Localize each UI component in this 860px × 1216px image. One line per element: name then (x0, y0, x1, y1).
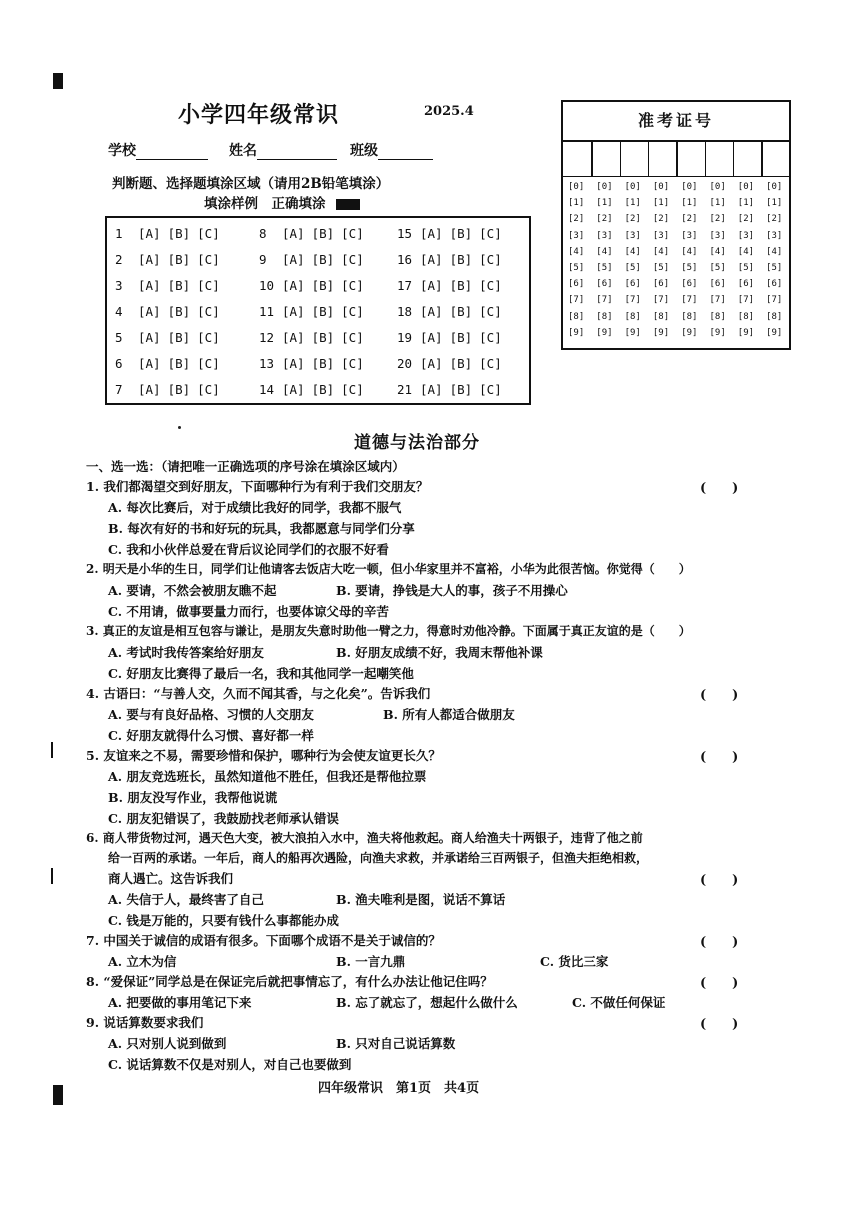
question-3: 3. 真正的友谊是相互包容与谦让，是朋友失意时助他一臂之力，得意时劝他冷静。下面属于真正友谊的是（ ） (86, 624, 691, 638)
question-9: 9. 说话算数要求我们 (86, 1015, 204, 1030)
answer-item-11 (259, 304, 399, 319)
q2-option-b: B. 要请，挣钱是大人的事，孩子不用操心 (336, 583, 568, 598)
exam-id-bubble[interactable]: [3] (737, 230, 755, 241)
answer-item-18 (397, 304, 537, 319)
answer-bubble-20-a[interactable]: [A] (420, 356, 443, 371)
answer-bubble-12-c[interactable]: [C] (341, 330, 364, 345)
answer-bubble-5-b[interactable]: [B] (167, 330, 191, 345)
q3-option-b: B. 好朋友成绩不好，我周末帮他补课 (336, 645, 543, 660)
answer-item-12 (259, 330, 399, 345)
exam-id-bubble[interactable]: [2] (737, 214, 755, 225)
exam-id-bubble[interactable]: [1] (596, 198, 613, 209)
fill-sample-label: 填涂样例 正确填涂 (204, 196, 326, 212)
exam-id-bubble[interactable]: [1] (624, 198, 641, 209)
answer-paren[interactable]: ( ) (700, 976, 739, 991)
answer-bubble-11-c[interactable]: [C] (341, 304, 364, 319)
registration-mark-top (53, 73, 63, 89)
answer-bubble-10-b[interactable]: [B] (311, 278, 335, 293)
answer-number: 14 (259, 382, 275, 397)
q6-option-c: C. 钱是万能的，只要有钱什么事都能办成 (108, 913, 339, 928)
answer-bubble-1-a[interactable]: [A] (138, 226, 161, 241)
answer-item-10 (259, 278, 399, 293)
exam-id-bubble[interactable]: [5] (568, 263, 585, 273)
answer-number: 4 (115, 304, 123, 319)
answer-number: 19 (397, 330, 413, 345)
exam-id-bubble[interactable]: [5] (624, 263, 641, 273)
name-field[interactable] (229, 140, 337, 160)
answer-item-3 (115, 278, 255, 293)
answer-bubble-11-b[interactable]: [B] (311, 304, 335, 319)
q4-option-c: C. 好朋友就得什么习惯、喜好都一样 (108, 728, 314, 743)
q7-option-c: C. 货比三家 (540, 954, 609, 969)
answer-number: 13 (259, 356, 275, 371)
exam-id-bubble[interactable]: [7] (681, 295, 698, 306)
exam-id-bubble[interactable]: [0] (596, 182, 613, 192)
exam-id-divider (676, 142, 678, 176)
class-label: 班级 (350, 143, 378, 159)
answer-number: 12 (259, 330, 275, 345)
answer-bubble-17-a[interactable]: [A] (420, 278, 443, 293)
answer-bubble-12-a[interactable]: [A] (282, 330, 305, 345)
answer-bubble-2-b[interactable]: [B] (167, 252, 191, 267)
exam-id-bubble[interactable]: [9] (709, 327, 726, 338)
answer-number: 21 (397, 382, 413, 397)
exam-id-bubble[interactable]: [5] (681, 263, 698, 273)
exam-id-bubble[interactable]: [2] (681, 214, 698, 225)
answer-bubble-16-a[interactable]: [A] (420, 252, 443, 267)
exam-id-bubble[interactable]: [9] (568, 327, 585, 338)
answer-number: 20 (397, 356, 413, 371)
exam-id-bubble[interactable]: [5] (766, 263, 783, 273)
exam-id-bubble[interactable]: [6] (766, 279, 783, 290)
answer-bubble-3-c[interactable]: [C] (197, 278, 220, 293)
exam-id-bubble[interactable]: [6] (737, 279, 755, 290)
answer-number: 3 (115, 278, 123, 293)
answer-paren[interactable]: ( ) (700, 688, 739, 703)
answer-bubble-13-b[interactable]: [B] (311, 356, 335, 371)
exam-id-bubble[interactable]: [4] (766, 246, 783, 257)
exam-id-divider (648, 142, 650, 176)
section-title: 道德与法治部分 (354, 433, 480, 453)
name-label: 姓名 (229, 143, 257, 159)
answer-item-15 (397, 226, 537, 241)
answer-paren[interactable]: ( ) (700, 481, 739, 496)
answer-item-7 (115, 382, 255, 397)
answer-bubble-21-c[interactable]: [C] (479, 382, 502, 397)
answer-bubble-19-b[interactable]: [B] (449, 330, 473, 345)
answer-bubble-8-c[interactable]: [C] (341, 226, 364, 241)
exam-id-divider (761, 142, 763, 176)
exam-id-bubble[interactable]: [2] (624, 214, 641, 225)
answer-bubble-15-b[interactable]: [B] (449, 226, 473, 241)
school-field[interactable] (108, 140, 208, 160)
page-title: 小学四年级常识 (178, 102, 340, 128)
q3-option-a: A. 考试时我传答案给好朋友 (108, 645, 264, 660)
answer-bubble-13-a[interactable]: [A] (282, 356, 305, 371)
answer-bubble-5-c[interactable]: [C] (197, 330, 220, 345)
exam-id-bubble[interactable]: [8] (652, 311, 670, 322)
answer-bubble-16-b[interactable]: [B] (449, 252, 473, 267)
exam-id-bubble[interactable]: [3] (624, 230, 641, 241)
exam-id-write-row[interactable] (563, 142, 789, 177)
q4-option-b: B. 所有人都适合做朋友 (383, 707, 515, 722)
answer-bubble-6-c[interactable]: [C] (197, 356, 220, 371)
answer-paren[interactable]: ( ) (700, 1017, 739, 1032)
exam-id-bubble[interactable]: [9] (766, 327, 783, 338)
answer-bubble-2-c[interactable]: [C] (197, 252, 220, 267)
exam-id-divider (733, 142, 735, 176)
answer-bubble-17-c[interactable]: [C] (479, 278, 502, 293)
exam-id-divider (591, 142, 593, 176)
q8-option-c: C. 不做任何保证 (572, 995, 666, 1010)
exam-id-bubble[interactable]: [7] (709, 295, 726, 306)
question-1: 1. 我们都渴望交到好朋友，下面哪种行为有利于我们交朋友？ (86, 479, 429, 494)
q8-option-b: B. 忘了就忘了，想起什么做什么 (336, 995, 518, 1010)
exam-id-bubble[interactable]: [3] (568, 230, 585, 241)
exam-id-bubble[interactable]: [8] (624, 311, 641, 322)
exam-id-bubble[interactable]: [3] (596, 230, 613, 241)
exam-id-bubble[interactable]: [0] (766, 182, 783, 192)
exam-id-bubble[interactable]: [9] (596, 327, 613, 338)
exam-id-bubble[interactable]: [8] (709, 311, 726, 322)
answer-item-17 (397, 278, 537, 293)
answer-bubble-19-a[interactable]: [A] (420, 330, 443, 345)
answer-bubble-7-b[interactable]: [B] (167, 382, 191, 397)
exam-id-bubble[interactable]: [7] (737, 295, 755, 306)
answer-number: 6 (115, 356, 123, 371)
exam-id-bubble[interactable]: [4] (624, 246, 641, 257)
question-2: 2. 明天是小华的生日，同学们让他请客去饭店大吃一顿，但小华家里并不富裕，小华为此很苦恼。你觉得（ ） (86, 562, 691, 576)
exam-id-bubble[interactable]: [6] (568, 279, 585, 290)
answer-number: 1 (115, 226, 123, 241)
answer-bubble-9-c[interactable]: [C] (341, 252, 364, 267)
q9-option-c: C. 说话算数不仅是对别人，对自己也要做到 (108, 1057, 352, 1072)
q1-option-b: B. 每次有好的书和好玩的玩具，我都愿意与同学们分享 (108, 521, 415, 536)
exam-id-bubble[interactable]: [2] (652, 214, 670, 225)
answer-item-19 (397, 330, 537, 345)
answer-number: 10 (259, 278, 275, 293)
q2-option-c: C. 不用请，做事要量力而行，也要体谅父母的辛苦 (108, 604, 389, 619)
answer-bubble-8-a[interactable]: [A] (282, 226, 305, 241)
answer-bubble-3-b[interactable]: [B] (167, 278, 191, 293)
answer-bubble-3-a[interactable]: [A] (138, 278, 161, 293)
exam-id-bubble[interactable]: [0] (709, 182, 726, 192)
exam-id-bubble[interactable]: [7] (624, 295, 641, 306)
exam-id-bubble[interactable]: [4] (737, 246, 755, 257)
exam-id-bubble[interactable]: [6] (709, 279, 726, 290)
exam-id-bubble[interactable]: [3] (652, 230, 670, 241)
answer-item-8 (259, 226, 399, 241)
answer-bubble-15-a[interactable]: [A] (420, 226, 443, 241)
question-7: 7. 中国关于诚信的成语有很多。下面哪个成语不是关于诚信的？ (86, 933, 441, 948)
answer-bubble-20-b[interactable]: [B] (449, 356, 473, 371)
question-6-line-3: 商人遇亡。这告诉我们 (108, 871, 234, 886)
exam-id-bubble[interactable]: [0] (624, 182, 641, 192)
exam-id-bubble[interactable]: [1] (737, 198, 755, 209)
q9-option-a: A. 只对别人说到做到 (108, 1036, 227, 1051)
exam-id-bubble[interactable]: [3] (681, 230, 698, 241)
q1-option-c: C. 我和小伙伴总爱在背后议论同学们的衣服不好看 (108, 542, 389, 557)
question-6-line-1: 6. 商人带货物过河，遇天色大变，被大浪拍入水中，渔夫将他救起。商人给渔夫十两银子，违背了他之前 (86, 831, 643, 845)
exam-id-bubble[interactable]: [8] (681, 311, 698, 322)
exam-id-bubble[interactable]: [2] (709, 214, 726, 225)
page-footer: 四年级常识 第1页 共4页 (318, 1081, 480, 1096)
question-6-line-2: 给一百两的承诺。一年后，商人的船再次遇险，向渔夫求救，并承诺给三百两银子，但渔夫拒绝相救， (108, 851, 649, 865)
answer-paren[interactable]: ( ) (700, 873, 739, 888)
q7-option-a: A. 立木为信 (108, 954, 177, 969)
answer-bubble-5-a[interactable]: [A] (138, 330, 161, 345)
margin-tick (51, 742, 53, 758)
answer-bubble-6-a[interactable]: [A] (138, 356, 161, 371)
answer-bubble-6-b[interactable]: [B] (167, 356, 191, 371)
q7-option-b: B. 一言九鼎 (336, 954, 406, 969)
stray-dot (178, 426, 181, 429)
q6-option-b: B. 渔夫唯利是图，说话不算话 (336, 892, 506, 907)
answer-bubble-21-a[interactable]: [A] (420, 382, 443, 397)
exam-id-divider (705, 142, 707, 176)
margin-tick (51, 868, 53, 884)
answer-bubble-14-c[interactable]: [C] (341, 382, 364, 397)
question-4: 4. 古语曰：“与善人交，久而不闻其香，与之化矣”。告诉我们 (86, 686, 431, 701)
answer-number: 18 (397, 304, 413, 319)
exam-id-bubble[interactable]: [4] (652, 246, 670, 257)
answer-bubble-2-a[interactable]: [A] (138, 252, 161, 267)
q9-option-b: B. 只对自己说话算数 (336, 1036, 456, 1051)
answer-bubble-4-c[interactable]: [C] (197, 304, 220, 319)
q5-option-a: A. 朋友竞选班长，虽然知道他不胜任，但我还是帮他拉票 (108, 769, 427, 784)
exam-id-bubble[interactable]: [7] (596, 295, 613, 306)
answer-bubble-14-a[interactable]: [A] (282, 382, 305, 397)
answer-item-6 (115, 356, 255, 371)
exam-id-bubble[interactable]: [3] (709, 230, 726, 241)
exam-id-bubble[interactable]: [6] (596, 279, 613, 290)
answer-item-13 (259, 356, 399, 371)
exam-id-bubble[interactable]: [1] (652, 198, 670, 209)
exam-id-bubble[interactable]: [0] (737, 182, 755, 192)
answer-number: 2 (115, 252, 123, 267)
exam-id-bubble[interactable]: [4] (681, 246, 698, 257)
answer-item-1 (115, 226, 255, 241)
answer-number: 17 (397, 278, 413, 293)
answer-bubble-18-b[interactable]: [B] (449, 304, 473, 319)
answer-bubble-8-b[interactable]: [B] (311, 226, 335, 241)
answer-number: 9 (259, 252, 267, 267)
exam-id-bubble[interactable]: [5] (709, 263, 726, 273)
answer-item-5 (115, 330, 255, 345)
answer-bubble-7-c[interactable]: [C] (197, 382, 220, 397)
exam-id-bubble[interactable]: [0] (568, 182, 585, 192)
exam-id-bubble[interactable]: [5] (652, 263, 670, 273)
answer-bubble-7-a[interactable]: [A] (138, 382, 161, 397)
answer-bubble-19-c[interactable]: [C] (479, 330, 502, 345)
answer-number: 7 (115, 382, 123, 397)
exam-id-bubble[interactable]: [8] (568, 311, 585, 322)
fill-instruction: 判断题、选择题填涂区域（请用2B铅笔填涂） (112, 176, 390, 192)
answer-number: 8 (259, 226, 267, 241)
answer-bubble-21-b[interactable]: [B] (449, 382, 473, 397)
q8-option-a: A. 把要做的事用笔记下来 (108, 995, 252, 1010)
answer-item-20 (397, 356, 537, 371)
answer-bubble-9-b[interactable]: [B] (311, 252, 335, 267)
question-5: 5. 友谊来之不易，需要珍惜和保护，哪种行为会使友谊更长久？ (86, 748, 441, 763)
answer-item-16 (397, 252, 537, 267)
answer-bubble-13-c[interactable]: [C] (341, 356, 364, 371)
class-field[interactable] (350, 140, 433, 160)
exam-id-bubble[interactable]: [2] (766, 214, 783, 225)
answer-number: 15 (397, 226, 413, 241)
exam-id-bubble[interactable]: [7] (652, 295, 670, 306)
exam-id-bubble[interactable]: [8] (596, 311, 613, 322)
exam-id-bubble[interactable]: [7] (568, 295, 585, 306)
answer-bubble-18-c[interactable]: [C] (479, 304, 502, 319)
answer-bubble-4-a[interactable]: [A] (138, 304, 161, 319)
exam-id-bubble[interactable]: [0] (652, 182, 670, 192)
q4-option-a: A. 要与有良好品格、习惯的人交朋友 (108, 707, 314, 722)
exam-id-bubble[interactable]: [6] (681, 279, 698, 290)
exam-id-bubble[interactable]: [4] (709, 246, 726, 257)
answer-number: 5 (115, 330, 123, 345)
exam-id-bubble[interactable]: [5] (737, 263, 755, 273)
exam-id-bubble[interactable]: [6] (652, 279, 670, 290)
answer-bubble-16-c[interactable]: [C] (479, 252, 502, 267)
exam-date: 2025.4 (424, 104, 474, 119)
answer-paren[interactable]: ( ) (700, 750, 739, 765)
q2-option-a: A. 要请，不然会被朋友瞧不起 (108, 583, 277, 598)
answer-bubble-10-c[interactable]: [C] (341, 278, 364, 293)
exam-id-bubble[interactable]: [1] (568, 198, 585, 209)
exam-id-bubble[interactable]: [4] (568, 246, 585, 257)
filled-bubble-sample (336, 199, 360, 210)
answer-item-21 (397, 382, 537, 397)
exam-id-bubble[interactable]: [1] (709, 198, 726, 209)
answer-bubble-1-c[interactable]: [C] (197, 226, 220, 241)
answer-bubble-14-b[interactable]: [B] (311, 382, 335, 397)
answer-number: 16 (397, 252, 413, 267)
answer-bubble-17-b[interactable]: [B] (449, 278, 473, 293)
exam-id-bubble[interactable]: [7] (766, 295, 783, 306)
answer-bubble-18-a[interactable]: [A] (420, 304, 443, 319)
answer-bubble-15-c[interactable]: [C] (479, 226, 502, 241)
answer-bubble-1-b[interactable]: [B] (167, 226, 191, 241)
school-label: 学校 (108, 143, 136, 159)
exam-id-bubble[interactable]: [8] (737, 311, 755, 322)
exam-id-bubble[interactable]: [2] (596, 214, 613, 225)
answer-bubble-20-c[interactable]: [C] (479, 356, 502, 371)
q6-option-a: A. 失信于人，最终害了自己 (108, 892, 264, 907)
answer-item-2 (115, 252, 255, 267)
exam-id-divider (620, 142, 622, 176)
registration-mark-bottom (53, 1085, 63, 1105)
exam-id-bubble[interactable]: [9] (652, 327, 670, 338)
answer-number: 11 (259, 304, 275, 319)
answer-bubble-4-b[interactable]: [B] (167, 304, 191, 319)
answer-bubble-11-a[interactable]: [A] (282, 304, 305, 319)
exam-id-bubble[interactable]: [2] (568, 214, 585, 225)
exam-id-bubble[interactable]: [5] (596, 263, 613, 273)
exam-id-title: 准考证号 (563, 102, 789, 142)
exam-id-bubble[interactable]: [6] (624, 279, 641, 290)
answer-bubble-9-a[interactable]: [A] (282, 252, 305, 267)
answer-item-14 (259, 382, 399, 397)
exam-id-bubble[interactable]: [8] (766, 311, 783, 322)
answer-bubble-12-b[interactable]: [B] (311, 330, 335, 345)
exam-id-bubble[interactable]: [9] (624, 327, 641, 338)
answer-paren[interactable]: ( ) (700, 935, 739, 950)
exam-id-bubble[interactable]: [0] (681, 182, 698, 192)
exam-id-bubble[interactable]: [9] (681, 327, 698, 338)
answer-bubble-10-a[interactable]: [A] (282, 278, 305, 293)
exam-id-bubble[interactable]: [9] (737, 327, 755, 338)
exam-id-bubble[interactable]: [1] (766, 198, 783, 209)
exam-id-box (561, 100, 791, 350)
answer-item-4 (115, 304, 255, 319)
q5-option-c: C. 朋友犯错误了，我鼓励找老师承认错误 (108, 811, 339, 826)
answer-item-9 (259, 252, 399, 267)
question-8: 8. “爱保证”同学总是在保证完后就把事情忘了，有什么办法让他记住吗？ (86, 974, 493, 989)
answer-sheet (105, 216, 531, 405)
exam-id-bubble[interactable]: [3] (766, 230, 783, 241)
fill-sample (204, 192, 360, 212)
q5-option-b: B. 朋友没写作业，我帮他说谎 (108, 790, 278, 805)
part-heading: 一、选一选：（请把唯一正确选项的序号涂在填涂区域内） (86, 459, 405, 474)
q3-option-c: C. 好朋友比赛得了最后一名，我和其他同学一起嘲笑他 (108, 666, 414, 681)
exam-id-bubble[interactable]: [1] (681, 198, 698, 209)
exam-id-bubble[interactable]: [4] (596, 246, 613, 257)
q1-option-a: A. 每次比赛后，对于成绩比我好的同学，我都不服气 (108, 500, 402, 515)
